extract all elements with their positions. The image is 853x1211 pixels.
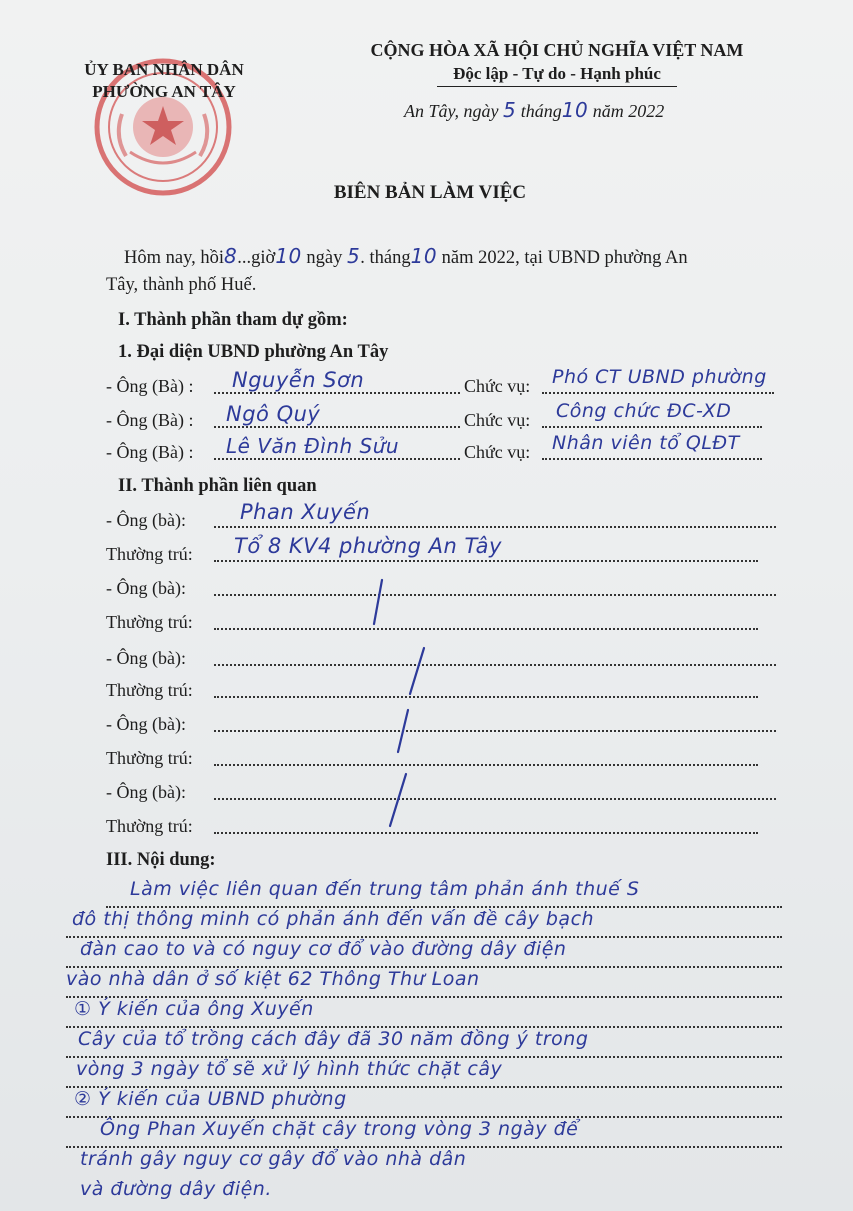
intro-minute: 10 <box>275 244 302 268</box>
org-name-line2: PHƯỜNG AN TÂY <box>92 82 236 101</box>
person-label: - Ông (bà): <box>106 782 186 802</box>
content-line: Cây của tổ trồng cách đây đã 30 năm đồng ý trong <box>78 1028 589 1050</box>
member-role-label: Chức vụ: <box>464 410 531 430</box>
section-1-heading: I. Thành phần tham dự gồm: <box>118 310 348 330</box>
motto-underline <box>437 86 677 87</box>
dotted-line <box>214 730 776 732</box>
intro-hour: 8 <box>224 244 238 268</box>
section-1-subheading: 1. Đại diện UBND phường An Tây <box>118 342 389 362</box>
dotted-line <box>214 764 758 766</box>
intro-line-1 <box>124 244 688 269</box>
content-line: vào nhà dân ở số kiệt 62 Thông Thư Loan <box>66 968 480 990</box>
person-label: - Ông (bà): <box>106 714 186 734</box>
dotted-line <box>214 628 758 630</box>
dotted-line <box>214 426 460 428</box>
dotted-line <box>542 392 774 394</box>
section-3-heading: III. Nội dung: <box>106 850 216 870</box>
member-name: Nguyễn Sơn <box>232 368 365 392</box>
content-line: Ông Phan Xuyến chặt cây trong vòng 3 ngày để <box>100 1118 579 1140</box>
strike-through-marks <box>360 576 440 836</box>
intro-text-2: ...giờ <box>237 248 276 268</box>
member-label: - Ông (Bà) : <box>106 376 194 396</box>
content-line: vòng 3 ngày tổ sẽ xử lý hình thức chặt cây <box>76 1058 503 1080</box>
intro-text-3: ngày <box>306 248 343 268</box>
dotted-line <box>214 798 776 800</box>
dotted-line <box>214 594 776 596</box>
person-address: Tổ 8 KV4 phường An Tây <box>234 534 502 558</box>
content-line: đô thị thông minh có phản ánh đến vấn đề cây bạch <box>72 908 595 930</box>
address-label: Thường trú: <box>106 544 193 564</box>
member-role: Công chức ĐC-XD <box>556 400 732 422</box>
content-line: và đường dây điện. <box>80 1178 272 1200</box>
member-role-label: Chức vụ: <box>464 376 531 396</box>
address-label: Thường trú: <box>106 680 193 700</box>
member-role-label: Chức vụ: <box>464 442 531 462</box>
dotted-line <box>214 560 758 562</box>
intro-text-1: Hôm nay, hồi <box>124 248 225 268</box>
dotted-line <box>542 426 762 428</box>
member-label: - Ông (Bà) : <box>106 410 194 430</box>
address-label: Thường trú: <box>106 748 193 768</box>
member-role: Nhân viên tổ QLĐT <box>552 432 740 454</box>
person-label: - Ông (bà): <box>106 510 186 530</box>
date-month: 10 <box>561 98 589 122</box>
dotted-line <box>214 458 460 460</box>
date-year: năm 2022 <box>592 101 665 121</box>
section-2-heading: II. Thành phần liên quan <box>118 476 317 496</box>
dotted-line <box>542 458 762 460</box>
address-label: Thường trú: <box>106 612 193 632</box>
content-line: ① Ý kiến của ông Xuyến <box>74 998 314 1020</box>
nation-title: CỘNG HÒA XÃ HỘI CHỦ NGHĨA VIỆT NAM <box>370 40 744 60</box>
person-name: Phan Xuyến <box>240 500 371 524</box>
content-line: Làm việc liên quan đến trung tâm phản ánh thuế S <box>130 878 640 900</box>
motto: Độc lập - Tự do - Hạnh phúc <box>453 64 661 83</box>
intro-text-4: . tháng <box>360 248 411 268</box>
date-line <box>404 98 664 122</box>
dotted-line <box>214 664 776 666</box>
date-prefix: An Tây, ngày <box>404 101 499 121</box>
intro-line-2: Tây, thành phố Huế. <box>106 275 257 295</box>
intro-day: 5 <box>347 244 361 268</box>
member-label: - Ông (Bà) : <box>106 442 194 462</box>
content-line: đàn cao to và có nguy cơ đổ vào đường dây điện <box>80 938 567 960</box>
member-name: Ngô Quý <box>226 402 321 426</box>
document-title: BIÊN BẢN LÀM VIỆC <box>333 182 527 203</box>
person-label: - Ông (bà): <box>106 648 186 668</box>
dotted-line <box>214 392 460 394</box>
content-line: ② Ý kiến của UBND phường <box>74 1088 347 1110</box>
address-label: Thường trú: <box>106 816 193 836</box>
date-day: 5 <box>503 98 517 122</box>
dotted-line <box>214 696 758 698</box>
member-name: Lê Văn Đình Sửu <box>226 434 400 458</box>
dotted-line <box>214 526 776 528</box>
org-name-line1: ỦY BAN NHÂN DÂN <box>84 60 244 79</box>
member-role: Phó CT UBND phường <box>552 366 767 388</box>
dotted-line <box>214 832 758 834</box>
content-line: tránh gây nguy cơ gây đổ vào nhà dân <box>80 1148 467 1170</box>
intro-text-5: năm 2022, tại UBND phường An <box>441 248 688 268</box>
person-label: - Ông (bà): <box>106 578 186 598</box>
date-month-label: tháng <box>520 101 562 121</box>
intro-month: 10 <box>410 244 438 268</box>
